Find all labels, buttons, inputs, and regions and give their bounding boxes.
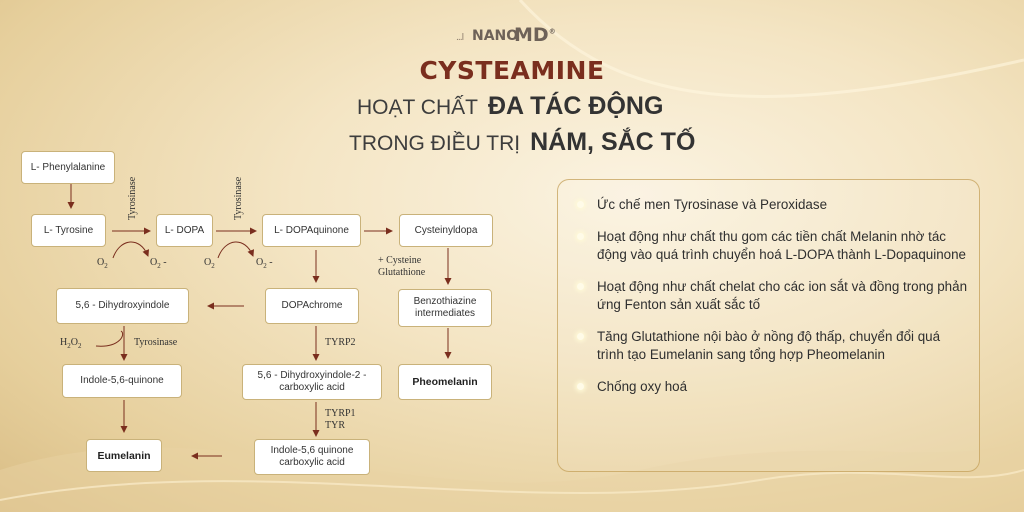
subtitle-line-1-big: ĐA TÁC ĐỘNG [487, 92, 664, 120]
list-item: Hoạt động như chất chelat cho các ion sắt và đồng trong phản ứng Fenton sản xuất sắc tố [577, 278, 969, 314]
page-title: CYSTEAMINE [419, 56, 605, 85]
label-tyrosinase-1: Tyrosinase [127, 176, 138, 220]
label-tyrp2: TYRP2 [325, 337, 356, 348]
node-dhica: 5,6 - Dihydroxyindole-2 - carboxylic acid [242, 364, 382, 400]
label-h2o2: $H_2O_2$ [60, 337, 82, 350]
sparkle-bullet-icon [577, 233, 584, 240]
sparkle-bullet-icon [577, 283, 584, 290]
list-item: Chống oxy hoá [577, 378, 969, 396]
label-o2minus-2: $O_2$ - [256, 257, 273, 270]
label-o2minus-1: $O_2$ - [150, 257, 167, 270]
curve-arrow-o2-1 [113, 242, 148, 258]
list-item: Tăng Glutathione nội bào ở nồng độ thấp, chuyển đổi quá trình tạo Eumelanin sang tổng hợp Pheomelanin [577, 328, 969, 364]
node-indole-carboxylic: Indole-5,6 quinone carboxylic acid [254, 439, 370, 475]
list-item: Ức chế men Tyrosinase và Peroxidase [577, 196, 969, 214]
sparkle-bullet-icon [577, 383, 584, 390]
label-glutathione: Glutathione [378, 267, 426, 278]
label-o2-2: $O_2$ [204, 257, 215, 270]
node-l-phenylalanine: L- Phenylalanine [21, 151, 115, 184]
logo-md: MD® [514, 24, 556, 46]
node-indole-quinone: Indole-5,6-quinone [62, 364, 182, 398]
node-l-tyrosine: L- Tyrosine [31, 214, 106, 247]
subtitle-line-2-big: NÁM, SẮC TỐ [530, 128, 696, 156]
node-l-dopa: L- DOPA [156, 214, 213, 247]
node-dihydroxyindole: 5,6 - Dihydroxyindole [56, 288, 189, 324]
node-l-dopaquinone: L- DOPAquinone [262, 214, 361, 247]
sparkle-bullet-icon [577, 333, 584, 340]
label-tyrp1: TYRP1 [325, 408, 356, 419]
benefits-list [577, 196, 969, 410]
node-dopachrome: DOPAchrome [265, 288, 359, 324]
list-item: Hoạt động như chất thu gom các tiền chất Melanin nhờ tác động vào quá trình chuyển hoá L-DOPA thành L-Dopaquinone [577, 228, 969, 264]
logo-nano: NANO [472, 28, 519, 44]
curve-arrow-o2-2 [218, 242, 253, 258]
node-eumelanin: Eumelanin [86, 439, 162, 472]
label-plus-cysteine: + Cysteine [378, 255, 422, 266]
label-tyrosinase-3: Tyrosinase [134, 337, 178, 348]
label-tyrosinase-2: Tyrosinase [233, 176, 244, 220]
sparkle-bullet-icon [577, 201, 584, 208]
node-pheomelanin: Pheomelanin [398, 364, 492, 400]
subtitle-line-2-small: TRONG ĐIỀU TRỊ [349, 132, 521, 155]
node-benzothiazine: Benzothiazine intermediates [398, 289, 492, 327]
curve-arrow-h2o2 [96, 331, 123, 346]
node-cysteinyldopa: Cysteinyldopa [399, 214, 493, 247]
logo-dots: ...l [456, 33, 464, 43]
subtitle-line-1-small: HOẠT CHẤT [357, 96, 478, 119]
label-tyr: TYR [325, 420, 345, 431]
label-o2-1: $O_2$ [97, 257, 108, 270]
